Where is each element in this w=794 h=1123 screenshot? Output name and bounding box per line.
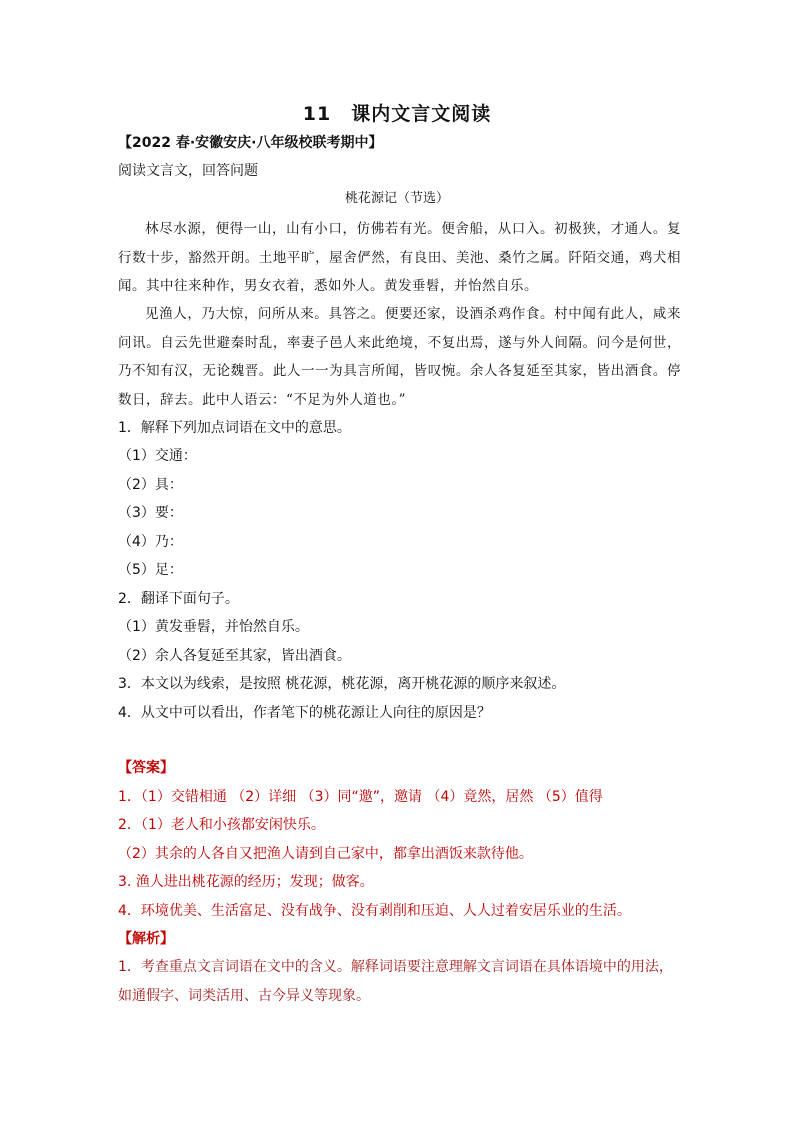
passage-paragraph-1 — [118, 215, 681, 301]
answer-2-part-2: （2）其余的人各自又把渔人请到自己家中，都拿出酒饭来款待他。 — [118, 846, 533, 862]
question-2-item: （2）余人各复延至其家，皆出酒食。 — [118, 648, 351, 664]
answer-1: 1．（1）交错相通 （2）详细 （3）同“邀”，邀请 （4）竟然，居然 （5）值得 — [118, 789, 603, 805]
paragraph-text: 林尽水源，便得一山，山有小口，仿佛若有光。便舍船，从口入。初极狭，才通人。复行数十步，豁然开朗。土地平旷，屋舍俨然，有良田、美池、桑竹之属。阡陌交通，鸡犬相闻。其中往来种作，男女衣着，悉如外人。黄发垂髫，并怡然自乐。 — [118, 221, 681, 294]
paragraph-text: 见渔人，乃大惊，问所从来。具答之。便要还家，设酒杀鸡作食。村中闻有此人，咸来问讯。自云先世避秦时乱，率妻子邑人来此绝境，不复出焉，遂与外人间隔。问今是何世，乃不知有汉，无论魏晋。此人一一为具言所闻，皆叹惋。余人各复延至其家，皆出酒食。停数日，辞去。此中人语云：“不足为外人道也。” — [118, 306, 681, 408]
question-1-item: （3）要： — [118, 505, 183, 521]
answer-4: 4．环境优美、生活富足、没有战争、没有剥削和压迫、人人过着安居乐业的生活。 — [118, 903, 631, 919]
question-2: 2．翻译下面句子。 — [118, 591, 239, 607]
passage-paragraph-2 — [118, 300, 681, 414]
analysis-text: 1．考查重点文言词语在文中的含义。解释词语要注意理解文言词语在具体语境中的用法，如通假字、词类活用、古今异义等现象。 — [118, 959, 673, 1004]
question-1-item: （4）乃： — [118, 534, 183, 550]
answer-header: 【答案】 — [118, 760, 174, 776]
instruction-text: 阅读文言文，回答问题 — [118, 163, 258, 179]
question-1: 1．解释下列加点词语在文中的意思。 — [118, 420, 351, 436]
question-1-item: （1）交通： — [118, 448, 197, 464]
source-label: 【2022 春·安徽安庆·八年级校联考期中】 — [118, 135, 383, 151]
analysis-header: 【解析】 — [118, 931, 174, 947]
question-2-item: （1）黄发垂髫，并怡然自乐。 — [118, 619, 309, 635]
question-1-item: （5）足： — [118, 562, 183, 578]
page-title: 11 课内文言文阅读 — [302, 103, 492, 125]
question-3: 3．本文以为线索，是按照 桃花源，桃花源，离开桃花源的顺序来叙述。 — [118, 676, 566, 692]
answer-3: 3. 渔人进出桃花源的经历；发现；做客。 — [118, 874, 374, 890]
answer-2-part-1: 2．（1）老人和小孩都安闲快乐。 — [118, 817, 325, 833]
passage-title: 桃花源记（节选） — [344, 191, 449, 206]
question-4: 4．从文中可以看出，作者笔下的桃花源让人向往的原因是？ — [118, 705, 491, 721]
question-1-item: （2）具： — [118, 477, 183, 493]
